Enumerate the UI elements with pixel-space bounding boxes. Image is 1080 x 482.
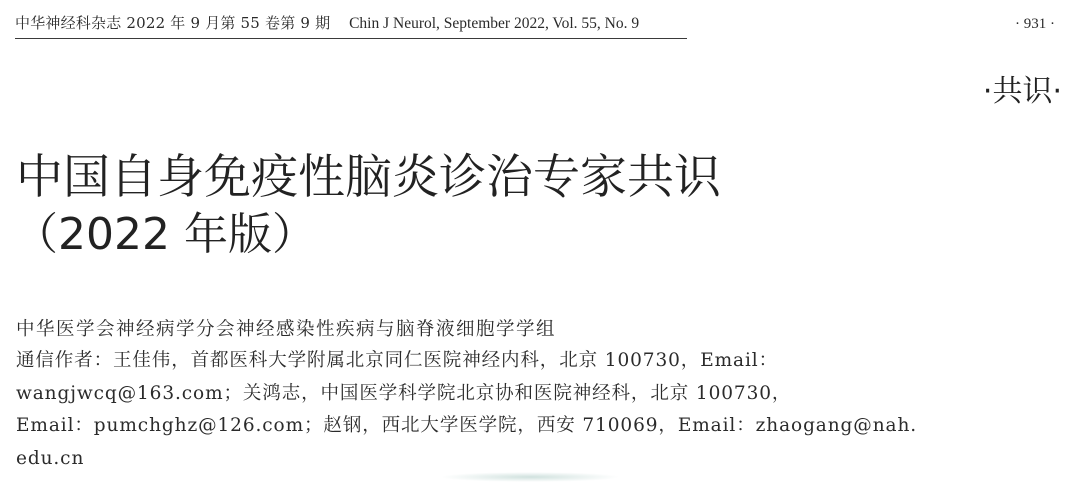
running-header bbox=[15, 8, 687, 39]
journal-citation-chinese: 中华神经科杂志 2022 年 9 月第 55 卷第 9 期 bbox=[15, 14, 331, 32]
correspondence-line: edu.cn bbox=[16, 447, 85, 469]
journal-citation-english: Chin J Neurol, September 2022, Vol. 55, No. 9 bbox=[349, 15, 640, 32]
correspondence-line: wangjwcq@163.com；关鸿志，中国医学科学院北京协和医院神经科，北京 100730， bbox=[16, 382, 792, 404]
decorative-fade bbox=[440, 472, 620, 482]
correspondence-line: 通信作者：王佳伟，首都医科大学附属北京同仁医院神经内科，北京 100730，Email： bbox=[16, 350, 779, 371]
article-title-main: 中国自身免疫性脑炎诊治专家共识 bbox=[16, 150, 721, 205]
author-group: 中华医学会神经病学分会神经感染性疾病与脑脊液细胞学学组 bbox=[16, 319, 557, 340]
article-title-edition: （2022 年版） bbox=[14, 209, 316, 260]
article-title bbox=[16, 150, 721, 264]
correspondence-line: Email：pumchghz@126.com；赵钢，西北大学医学院，西安 710069，Email：zhaogang@nah. bbox=[16, 415, 918, 436]
section-label: ·共识· bbox=[982, 74, 1062, 109]
page-number: · 931 · bbox=[1015, 16, 1055, 32]
corresponding-authors bbox=[16, 345, 918, 475]
